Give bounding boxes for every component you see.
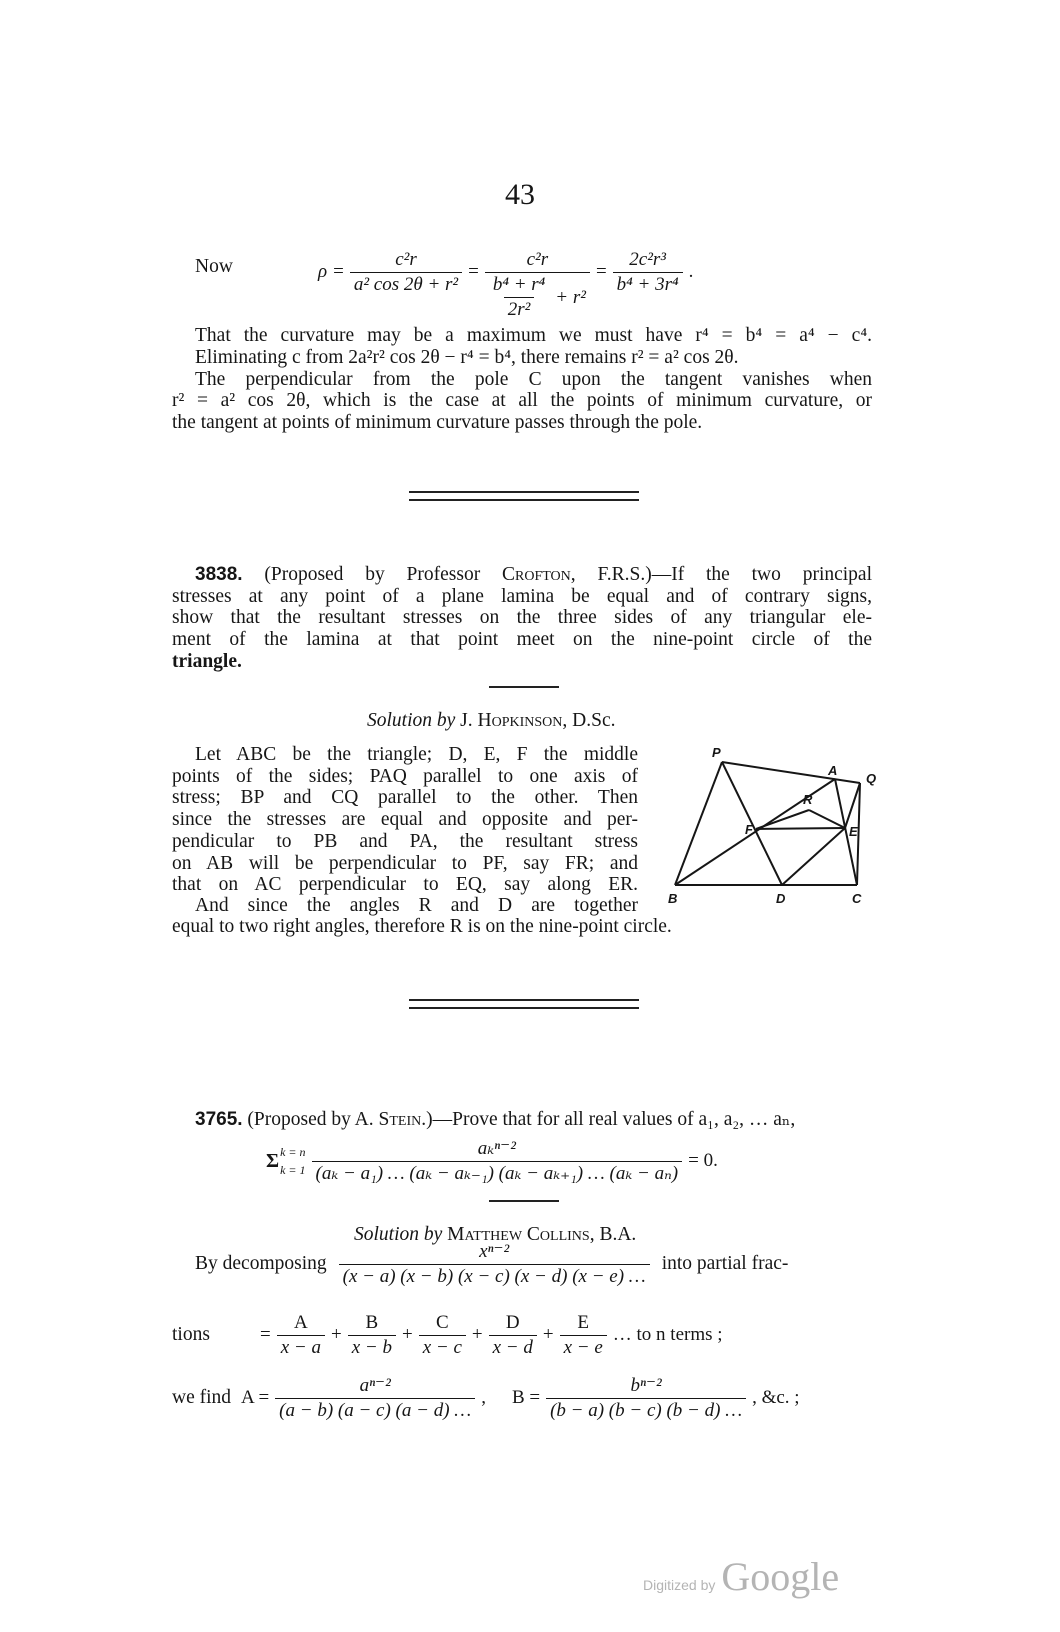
proposer-suffix: .)—Prove that for all real values of a₁, a₂, … aₙ,: [421, 1109, 796, 1130]
numerator: c²r: [395, 248, 417, 270]
plus: +: [471, 1324, 483, 1345]
plus: +: [401, 1324, 413, 1345]
sigma: Σ: [266, 1149, 280, 1172]
term-b: [348, 1312, 396, 1359]
numerator: B: [365, 1311, 379, 1333]
text: … to n terms ;: [612, 1324, 723, 1345]
sum-identity: [266, 1133, 718, 1189]
proposer-prefix: (Proposed by Professor: [264, 564, 503, 585]
text-line: Let ABC be the triangle; D, E, F the middle: [195, 744, 638, 765]
double-rule-top: [409, 491, 639, 493]
period: .: [688, 261, 694, 282]
problem-3765-heading: [195, 1109, 795, 1131]
double-rule-bottom: [409, 499, 639, 501]
equals: =: [595, 261, 607, 282]
label-a: A: [828, 763, 838, 778]
rho: ρ: [318, 261, 328, 282]
label-q: Q: [866, 771, 877, 786]
label-c: C: [852, 891, 862, 906]
proposer-name: Crofton: [502, 564, 571, 585]
proposer-name: Stein: [378, 1109, 422, 1130]
numerator: A: [293, 1311, 308, 1333]
partial-fractions-line: [172, 1311, 723, 1359]
equals-zero: = 0.: [688, 1150, 718, 1171]
equals: =: [260, 1324, 271, 1345]
label-f: F: [745, 822, 753, 837]
now-label: Now: [195, 256, 233, 277]
page-number: 43: [505, 178, 535, 211]
google-logo: Google: [721, 1554, 840, 1599]
solution-by-label: Solution by: [367, 710, 456, 731]
text-line: stress; BP and CQ parallel to the other. Then: [172, 787, 638, 808]
decomposition-fraction: [339, 1241, 650, 1288]
denominator: x − a: [277, 1335, 325, 1359]
proposer-prefix: (Proposed by A.: [247, 1109, 379, 1130]
term-c: [419, 1312, 466, 1359]
text: tions: [172, 1324, 210, 1345]
denominator: a² cos 2θ + r²: [350, 272, 462, 296]
fraction-2: [485, 249, 590, 321]
numerator: E: [577, 1311, 589, 1333]
figure-lines: [675, 762, 860, 885]
label-r: R: [803, 792, 813, 807]
label-e: E: [849, 824, 858, 839]
text-line: on AB will be perpendicular to PF, say FR; and: [172, 853, 638, 874]
denominator: [485, 272, 590, 321]
short-rule: [489, 1200, 559, 1202]
text-line: The perpendicular from the pole C upon the tangent vanishes when: [195, 369, 872, 390]
numerator: D: [505, 1311, 520, 1333]
double-rule-bottom: [409, 1007, 639, 1009]
coefficients-line: [172, 1374, 800, 1422]
solver-suffix: , B.A.: [589, 1224, 637, 1245]
text-line: That the curvature may be a maximum we must have r⁴ = b⁴ = a⁴ − c⁴.: [195, 325, 872, 346]
text-line: triangle.: [172, 651, 242, 672]
numerator: C: [435, 1311, 449, 1333]
text-line: r² = a² cos 2θ, which is the case at all the points of minimum curvature, or: [172, 390, 872, 411]
equals: =: [333, 261, 344, 282]
text-line: pendicular to PB and PA, the resultant stress: [172, 831, 638, 852]
numerator: 2c²r³: [629, 248, 666, 270]
term-e: [560, 1312, 607, 1359]
problem-number: 3765.: [195, 1109, 243, 1130]
solution-byline: [367, 710, 615, 732]
denominator: x − d: [489, 1335, 537, 1359]
denominator: (x − a) (x − b) (x − c) (x − d) (x − e) …: [339, 1264, 650, 1288]
double-rule-top: [409, 999, 639, 1001]
sum-upper-limit: k = n: [280, 1145, 306, 1159]
text: By decomposing: [195, 1253, 327, 1274]
label-d: D: [776, 891, 786, 906]
problem-number: 3838.: [195, 564, 243, 585]
text-line: that on AC perpendicular to EQ, say along ER.: [172, 874, 638, 895]
text-line: equal to two right angles, therefore R is on the nine-point circle.: [172, 916, 672, 937]
text-line: Eliminating c from 2a²r² cos 2θ − r⁴ = b⁴, there remains r² = a² cos 2θ.: [195, 347, 739, 368]
plus: +: [330, 1324, 342, 1345]
sum-fraction: [312, 1138, 683, 1185]
inner-fraction: [489, 274, 549, 321]
numerator: c²r: [526, 249, 549, 270]
numerator: bⁿ⁻²: [630, 1374, 662, 1396]
rho-equation: [318, 236, 694, 320]
numerator: xⁿ⁻²: [479, 1240, 510, 1262]
text-line: points of the sides; PAQ parallel to one axis of: [172, 766, 638, 787]
label-b: B: [668, 891, 678, 906]
plus: +: [542, 1324, 554, 1345]
a-fraction: [275, 1375, 475, 1422]
term-d: [489, 1312, 537, 1359]
text: we find: [172, 1387, 232, 1408]
text-line: show that the resultant stresses on the three sides of any triangular ele-: [172, 607, 872, 628]
fraction-1: [350, 249, 462, 296]
decomposition-line: [195, 1240, 788, 1288]
numerator: b⁴ + r⁴: [492, 274, 546, 295]
problem-3838-heading: [195, 564, 872, 586]
numerator: aₖⁿ⁻²: [477, 1137, 516, 1159]
denominator-tail: + r²: [555, 286, 586, 308]
b-lhs: B =: [511, 1387, 541, 1408]
text-line: ment of the lamina at that point meet on the nine-point circle of the: [172, 629, 872, 650]
b-fraction: [546, 1375, 746, 1422]
denominator: b⁴ + 3r⁴: [613, 272, 683, 296]
sum-operator: [266, 1143, 306, 1179]
denominator: 2r²: [504, 297, 535, 321]
digitized-by-text: Digitized by: [643, 1577, 716, 1593]
short-rule: [489, 686, 559, 688]
text: into partial frac-: [661, 1253, 789, 1274]
denominator: x − c: [419, 1335, 466, 1359]
sum-lower-limit: k = 1: [280, 1163, 306, 1177]
denominator: x − e: [560, 1335, 607, 1359]
a-lhs: A =: [241, 1387, 270, 1408]
text: , &c. ;: [752, 1387, 800, 1408]
denominator: (b − a) (b − c) (b − d) …: [546, 1398, 746, 1422]
solver-suffix: , D.Sc.: [562, 710, 616, 731]
comma: ,: [481, 1387, 486, 1408]
triangle-figure: [640, 735, 880, 915]
solver-name: Matthew Collins: [447, 1224, 590, 1245]
digitized-by-watermark: [643, 1553, 839, 1600]
label-p: P: [712, 745, 721, 760]
solver-initial: J.: [460, 710, 478, 731]
denominator: x − b: [348, 1335, 396, 1359]
solution-by-label: Solution by: [354, 1224, 443, 1245]
denominator: (aₖ − a₁) … (aₖ − aₖ₋₁) (aₖ − aₖ₊₁) … (aₖ − aₙ): [312, 1161, 683, 1185]
term-a: [277, 1312, 325, 1359]
fraction-3: [613, 249, 683, 296]
text-line: the tangent at points of minimum curvature passes through the pole.: [172, 412, 703, 433]
text-line: since the stresses are equal and opposite and per-: [172, 809, 638, 830]
solver-name: Hopkinson: [477, 710, 563, 731]
denominator: (a − b) (a − c) (a − d) …: [275, 1398, 475, 1422]
text-line: And since the angles R and D are together: [195, 895, 638, 916]
equals: =: [468, 261, 479, 282]
proposer-suffix: , F.R.S.)—If the two principal: [570, 564, 873, 585]
text-line: stresses at any point of a plane lamina be equal and of contrary signs,: [172, 586, 872, 607]
numerator: aⁿ⁻²: [359, 1374, 391, 1396]
